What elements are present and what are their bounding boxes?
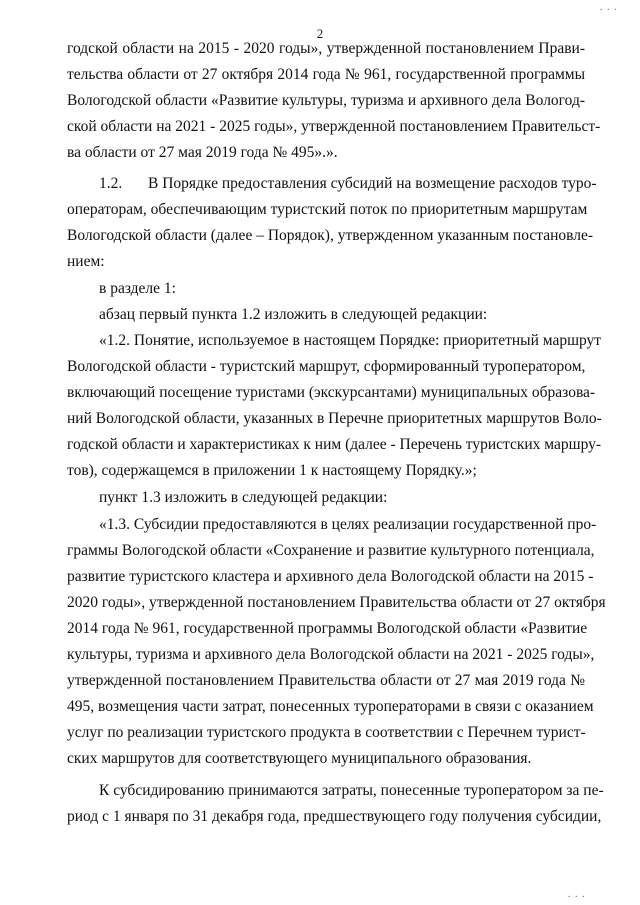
- scan-corner-mark: . . .: [600, 2, 618, 13]
- body-line: развитие туристского кластера и архивного дела Вологодской области на 2015 -: [67, 568, 594, 585]
- body-line: в разделе 1:: [99, 280, 176, 297]
- body-line: услуг по реализации туристского продукта в соответствии с Перечнем турист-: [67, 724, 586, 741]
- body-line: пункт 1.3 изложить в следующей редакции:: [99, 489, 388, 506]
- body-line: риод с 1 января по 31 декабря года, предшествующего году получения субсидии,: [67, 808, 602, 825]
- body-line: годской области и характеристиках к ним (далее - Перечень туристских маршру-: [67, 436, 602, 453]
- body-line: 495, возмещения части затрат, понесенных туроператорами в связи с оказанием: [67, 698, 594, 715]
- page-number: 2: [316, 26, 324, 41]
- body-line: утвержденной постановлением Правительства области от 27 мая 2019 года №: [67, 672, 585, 689]
- scan-corner-mark: . . .: [568, 889, 586, 900]
- body-line: Вологодской области - туристский маршрут, сформированный туроператором,: [67, 358, 586, 375]
- body-line: «1.2. Понятие, используемое в настоящем Порядке: приоритетный маршрут: [99, 332, 602, 349]
- body-line: абзац первый пункта 1.2 изложить в следующей редакции:: [99, 306, 488, 323]
- body-line: культуры, туризма и архивного дела Вологодской области на 2021 - 2025 годы»,: [67, 646, 595, 663]
- body-line: 2020 годы», утвержденной постановлением Правительства области от 27 октября: [67, 594, 606, 611]
- body-line: 2014 года № 961, государственной программы Вологодской области «Развитие: [67, 620, 588, 637]
- body-line: тельства области от 27 октября 2014 года № 961, государственной программы: [67, 66, 585, 83]
- body-line: ской области на 2021 - 2025 годы», утвержденной постановлением Правительст-: [67, 118, 601, 135]
- body-line: ний Вологодской области, указанных в Перечне приоритетных маршрутов Воло-: [67, 410, 602, 427]
- body-line: нием:: [67, 253, 105, 270]
- body-line: граммы Вологодской области «Сохранение и развитие культурного потенциала,: [67, 542, 595, 559]
- body-line: «1.3. Субсидии предоставляются в целях реализации государственной про-: [99, 516, 597, 533]
- body-line: годской области на 2015 - 2020 годы», утвержденной постановлением Прави-: [67, 40, 585, 57]
- body-line: операторам, обеспечивающим туристский поток по приоритетным маршрутам: [67, 201, 588, 218]
- body-line: ских маршрутов для соответствующего муниципального образования.: [67, 750, 532, 767]
- body-line: В Порядке предоставления субсидий на возмещение расходов туро-: [148, 175, 597, 192]
- body-line: Вологодской области «Развитие культуры, туризма и архивного дела Вологод-: [67, 92, 585, 109]
- body-line: ва области от 27 мая 2019 года № 495».».: [67, 144, 338, 161]
- body-line: включающий посещение туристами (экскурсантами) муниципальных образова-: [67, 384, 596, 401]
- body-line: К субсидированию принимаются затраты, понесенные туроператором за пе-: [99, 782, 604, 799]
- body-line: Вологодской области (далее – Порядок), утвержденном указанным постановле-: [67, 227, 594, 244]
- body-line: тов), содержащемся в приложении 1 к настоящему Порядку.»;: [67, 462, 477, 479]
- clause-number: 1.2.: [99, 175, 123, 192]
